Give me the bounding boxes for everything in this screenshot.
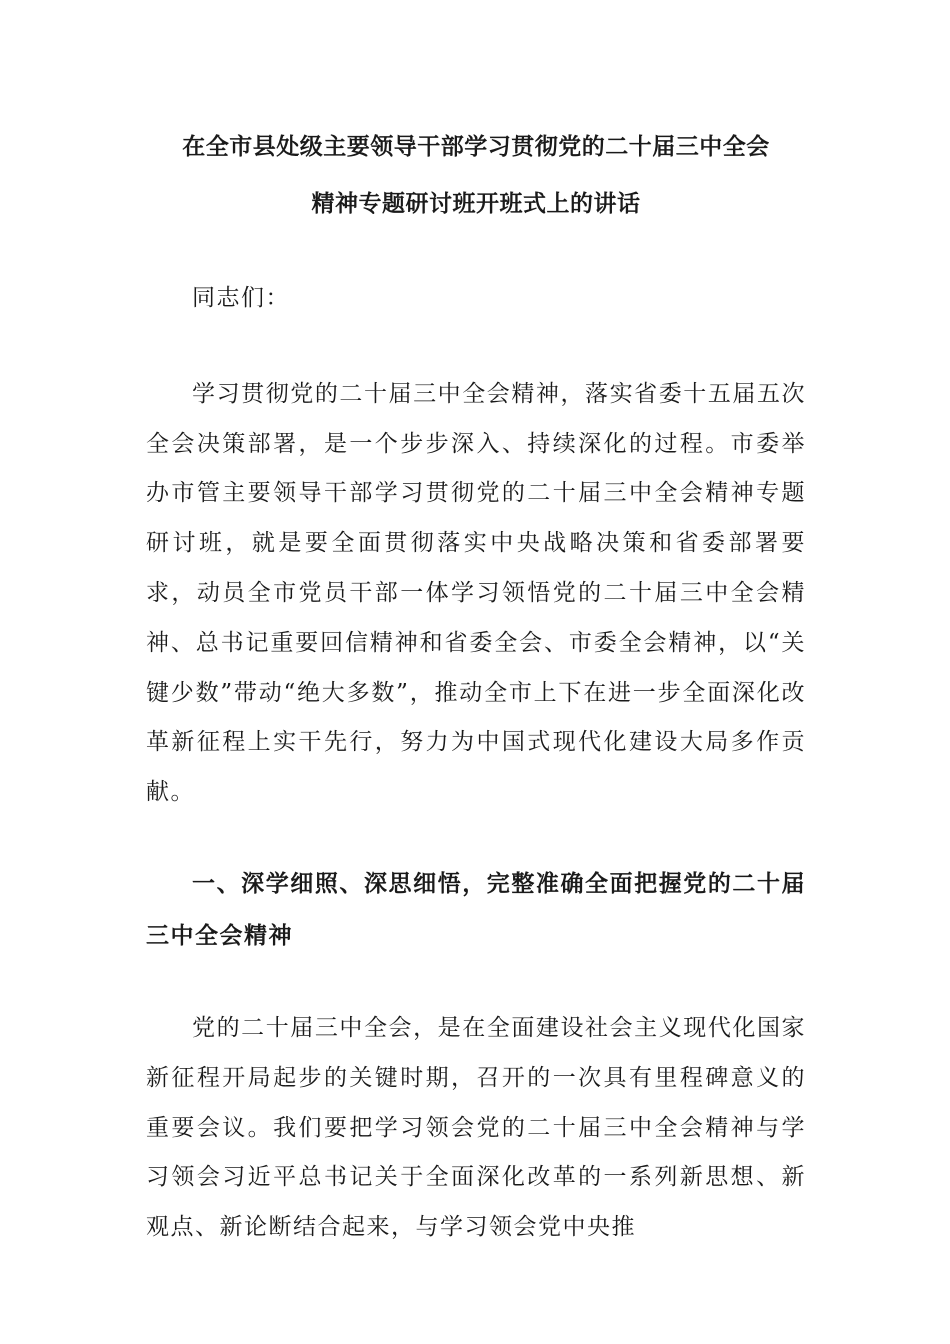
section-1-paragraph: 党的二十届三中全会，是在全面建设社会主义现代化国家新征程开局起步的关键时期，召开的一次具有里程碑意义的重要会议。我们要把学习领会党的二十届三中全会精神与学习领会习近平总书记关于全面深化改革的一系列新思想、新观点、新论断结合起来，与学习领会党中央推 (146, 1014, 806, 1241)
intro-paragraph: 学习贯彻党的二十届三中全会精神，落实省委十五届五次全会决策部署，是一个步步深入、持续深化的过程。市委举办市管主要领导干部学习贯彻党的二十届三中全会精神专题研讨班，就是要全面贯彻落实中央战略决策和省委部署要求，动员全市党员干部一体学习领悟党的二十届三中全会精神、总书记重要回信精神和省委全会、市委全会精神，以“关键少数”带动“绝大多数”，推动全市上下在进一步全面深化改革新征程上实干先行，努力为中国式现代化建设大局多作贡献。 (146, 380, 806, 806)
document-title (146, 118, 806, 232)
title-line-1: 在全市县处级主要领导干部学习贯彻党的二十届三中全会 (182, 133, 770, 160)
title-line-2: 精神专题研讨班开班式上的讲话 (311, 190, 641, 217)
salutation: 同志们： (192, 285, 290, 311)
section-heading-1: 一、深学细照、深思细悟，完整准确全面把握党的二十届三中全会精神 (146, 869, 806, 949)
document-page (146, 118, 806, 1253)
